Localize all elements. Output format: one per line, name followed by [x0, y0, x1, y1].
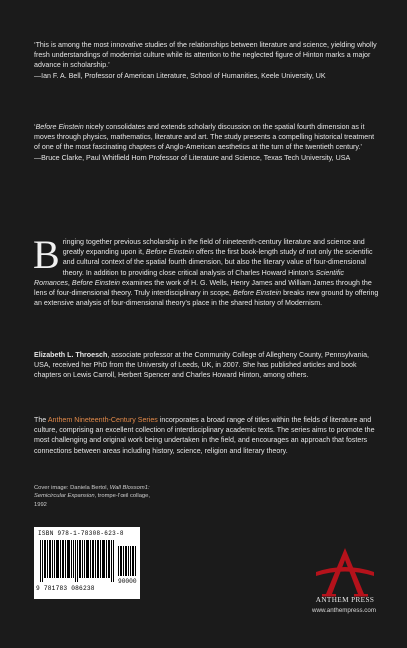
publisher-name: ANTHEM PRESS — [315, 596, 375, 604]
quote-1-attribution: —Ian F. A. Bell, Professor of American Literature, School of Humanities, Keele University, UK — [34, 71, 326, 80]
description-part-2: offers the first book-length study of not only the scientific and cultural context of the spatial fourth dimension, but also the literary value of four-dimensional theory. In addition to providing close critical analysis of Charles Howard Hinton’s — [62, 248, 373, 277]
barcode-addon-number: 90000 — [118, 578, 137, 585]
description-part-5: breaks new ground by offering an extensive analysis of four-dimensional theory’s place in the shared history of Modernism. — [34, 289, 379, 308]
description-title-3: Before Einstein — [71, 278, 120, 287]
description-part-1: ringing together previous scholarship in the field of nineteenth-century literature and science and greatly expanding upon it, — [62, 238, 365, 257]
description-part-4: examines the work of H. G. Wells, Henry James and William James through the lens of four-dimensional theory. Truly interdisciplinary in scope, — [34, 278, 372, 298]
series-blurb — [34, 415, 380, 456]
description-title-2: Scientific Romances — [34, 268, 344, 287]
description-title-1: Before Einstein — [145, 248, 195, 257]
drop-cap: B — [33, 232, 60, 277]
cover-credit-line-1: Cover image: Daniela Bertol, — [34, 485, 110, 491]
isbn-barcode — [34, 527, 140, 599]
series-text: incorporates a broad range of titles within the fields of literature and culture, comprising an excellent collection of interdisciplinary academic texts. The series aims to promote the most challenging and original work being undertaken in the field, and encourages an approach that fosters connections between areas including history, science, religion and literary theory. — [34, 416, 375, 455]
series-name: Anthem Nineteenth-Century Series — [47, 416, 158, 424]
quote-2-text: nicely consolidates and extends scholarly discussion on the spatial fourth dimension as it moves through physics, mathematics, literature and art. The study presents a compelling historical treatment of one of the most fascinating chapters of Anglo-American aesthetics at the turn of the twentieth century.’ — [34, 123, 375, 152]
quote-2-attribution: —Bruce Clarke, Paul Whitfield Horn Professor of Literature and Science, Texas Tech University, USA — [34, 153, 351, 162]
author-bio — [34, 350, 380, 381]
cover-credit-line-2: , trompe-l’œil collage, 1992 — [34, 493, 150, 508]
cover-image-credit — [34, 484, 164, 509]
anthem-press-logo-icon — [312, 546, 378, 598]
series-lead: The — [34, 416, 48, 424]
barcode-main-bars — [40, 540, 114, 582]
author-name: Elizabeth L. Throesch — [34, 351, 108, 359]
endorsement-quote-2 — [34, 122, 380, 163]
barcode-number: 9 781783 086238 — [36, 585, 95, 592]
cover-artwork-title: Wall Blossom1: Semicircular Expansion — [34, 485, 150, 500]
quote-1-text: ‘This is among the most innovative studies of the relationships between literature and science, yielding wholly fresh understandings of modernist culture while its attention to the neglected figure of Hinton marks a major advance in scholarship.’ — [34, 41, 377, 70]
publisher-url[interactable]: www.anthempress.com — [312, 607, 376, 614]
barcode-addon-bars — [118, 546, 136, 576]
book-description — [33, 232, 380, 308]
description-part-3: , — [67, 278, 72, 287]
endorsement-quote-1 — [34, 40, 380, 81]
author-bio-text: , associate professor at the Community College of Allegheny County, Pennsylvania, USA, received her PhD from the University of Leeds, UK, in 2007. She has published articles and book chapters on Lewis Carroll, Herbert Spencer and Charles Howard Hinton, among others. — [34, 351, 370, 380]
description-title-4: Before Einstein — [232, 289, 282, 298]
isbn-label: ISBN 978-1-78308-623-8 — [38, 530, 124, 537]
quote-2-open: ‘ — [34, 123, 36, 131]
quote-2-book-title: Before Einstein — [35, 123, 84, 131]
